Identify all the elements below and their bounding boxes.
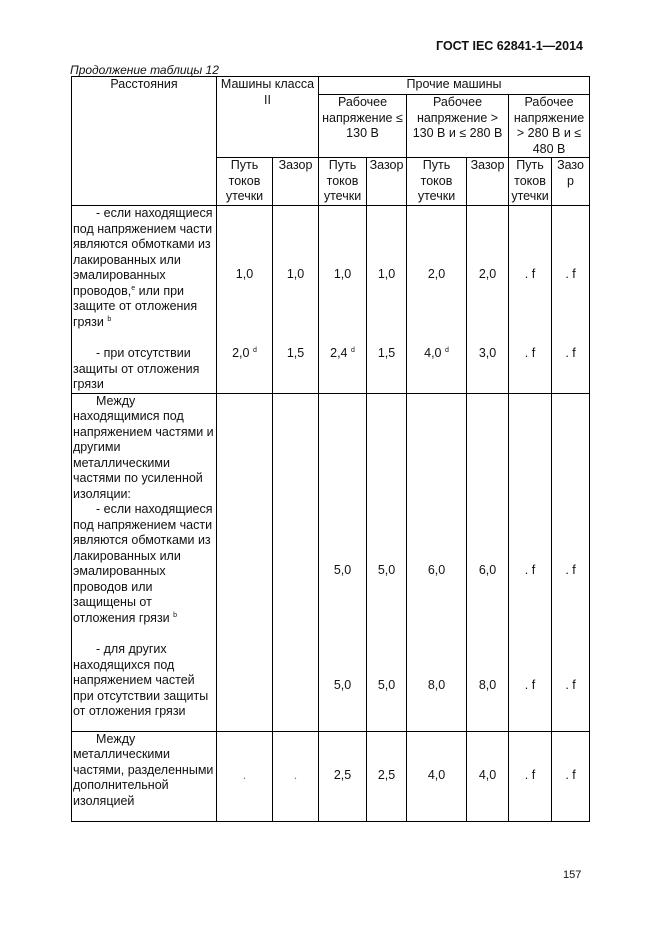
- row-label-other-parts: - для других находящихся под напряжением частей при отсутствии защиты от отложения грязи: [73, 642, 209, 718]
- header-voltage-280: Рабочее напряжение > 130 В и ≤ 280 В: [407, 95, 509, 158]
- row-label-enamelled: - если находящиеся под напряжением части являются обмотками из лакированных или эмалированных проводов или защищены от отложения грязи $^b$: [73, 502, 213, 625]
- header-voltage-130: Рабочее напряжение ≤ 130 В: [319, 95, 407, 158]
- value-cell: 5,0 5,0: [367, 393, 407, 731]
- value-cell: . f: [552, 731, 590, 821]
- value-cell: 1,0 2,0 $^d$: [217, 206, 273, 394]
- header-creepage: Путь токов утечки: [407, 158, 467, 206]
- value-cell: 2,0 3,0: [467, 206, 509, 394]
- value-cell: 4,0: [467, 731, 509, 821]
- header-clearance: Зазор: [367, 158, 407, 206]
- header-class2: Машины класса II: [217, 77, 319, 158]
- table-caption: Продолжение таблицы 12: [70, 63, 219, 77]
- value-cell: 6,0 8,0: [407, 393, 467, 731]
- row-label-enamelled: - если находящиеся под напряжением части являются обмотками из лакированных или эмалированных проводов,$^e$ или при защите от отложения грязи $^b$: [73, 206, 213, 329]
- header-clearance: Зазор: [273, 158, 319, 206]
- document-code: ГОСТ IEC 62841-1—2014: [436, 39, 583, 53]
- value-cell: 1,0 1,5: [273, 206, 319, 394]
- value-cell: 6,0 8,0: [467, 393, 509, 731]
- value-cell-empty: [273, 393, 319, 731]
- header-creepage: Путь токов утечки: [509, 158, 552, 206]
- value-cell: 2,5: [367, 731, 407, 821]
- value-cell: . f: [509, 731, 552, 821]
- value-cell: 2,5: [319, 731, 367, 821]
- value-cell: 4,0: [407, 731, 467, 821]
- row-label: [72, 393, 217, 731]
- value-cell: 2,0 4,0 $^d$: [407, 206, 467, 394]
- row-label-unprotected: - при отсутствии защиты от отложения грязи: [73, 346, 200, 391]
- value-cell: . f . f: [509, 393, 552, 731]
- row-label-reinforced-intro: Между находящимися под напряжением частями и другими металлическими частями по усиленной изоляции:: [73, 393, 214, 501]
- value-cell: . f . f: [552, 206, 590, 394]
- value-cell: 5,0 5,0: [319, 393, 367, 731]
- value-cell: 1,0 1,5: [367, 206, 407, 394]
- header-voltage-480: Рабочее напряжение > 280 В и ≤ 480 В: [509, 95, 590, 158]
- header-clearance: Зазо р: [552, 158, 590, 206]
- header-clearance: Зазор: [467, 158, 509, 206]
- value-cell: .: [273, 731, 319, 821]
- value-cell: 1,0 2,4 $^d$: [319, 206, 367, 394]
- header-creepage: Путь токов утечки: [217, 158, 273, 206]
- row-label: [72, 206, 217, 394]
- value-cell: . f . f: [552, 393, 590, 731]
- page-number: 157: [563, 869, 582, 881]
- value-cell: . f . f: [509, 206, 552, 394]
- clearance-table: [71, 76, 590, 822]
- header-distances: Расстояния: [72, 77, 217, 206]
- value-cell-empty: [217, 393, 273, 731]
- header-other-machines: Прочие машины: [319, 77, 590, 95]
- row-label-supplementary: Между металлическими частями, разделенными дополнительной изоляцией: [72, 731, 217, 821]
- value-cell: .: [217, 731, 273, 821]
- header-creepage: Путь токов утечки: [319, 158, 367, 206]
